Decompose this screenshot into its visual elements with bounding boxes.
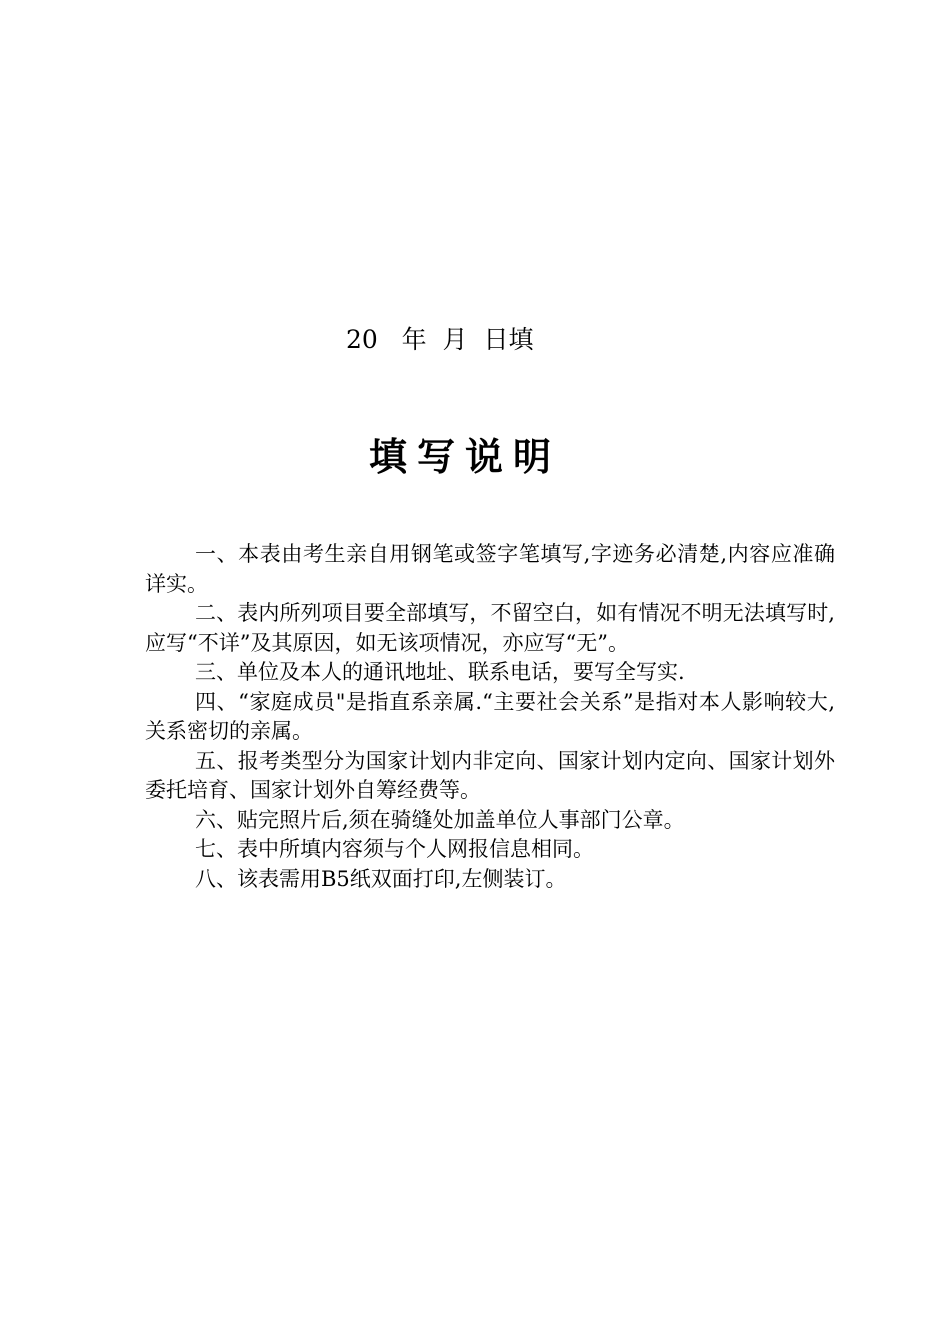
instruction-item-1: 一、本表由考生亲自用钢笔或签字笔填写,字迹务必清楚,内容应准确详实。 bbox=[145, 542, 835, 596]
instruction-item-4: 四、“家庭成员"是指直系亲属.“主要社会关系”是指对本人影响较大,关系密切的亲属。 bbox=[145, 689, 835, 743]
page-title: 填写说明 bbox=[368, 434, 561, 479]
instruction-item-8: 八、该表需用B5纸双面打印,左侧装订。 bbox=[195, 866, 567, 891]
instruction-item-2: 二、表内所列项目要全部填写，不留空白，如有情况不明无法填写时,应写“不详”及其原因，如无该项情况，亦应写“无”。 bbox=[145, 601, 835, 655]
instruction-item-6: 六、贴完照片后,须在骑缝处加盖单位人事部门公章。 bbox=[195, 807, 685, 832]
fill-date-line: 20 年 月 日填 bbox=[346, 325, 534, 354]
instruction-item-3: 三、单位及本人的通讯地址、联系电话，要写全写实. bbox=[195, 660, 685, 684]
instruction-item-5: 五、报考类型分为国家计划内非定向、国家计划内定向、国家计划外委托培育、国家计划外自筹经费等。 bbox=[145, 748, 835, 802]
instruction-item-7: 七、表中所填内容须与个人网报信息相同。 bbox=[195, 837, 594, 861]
instructions-list bbox=[145, 540, 835, 894]
